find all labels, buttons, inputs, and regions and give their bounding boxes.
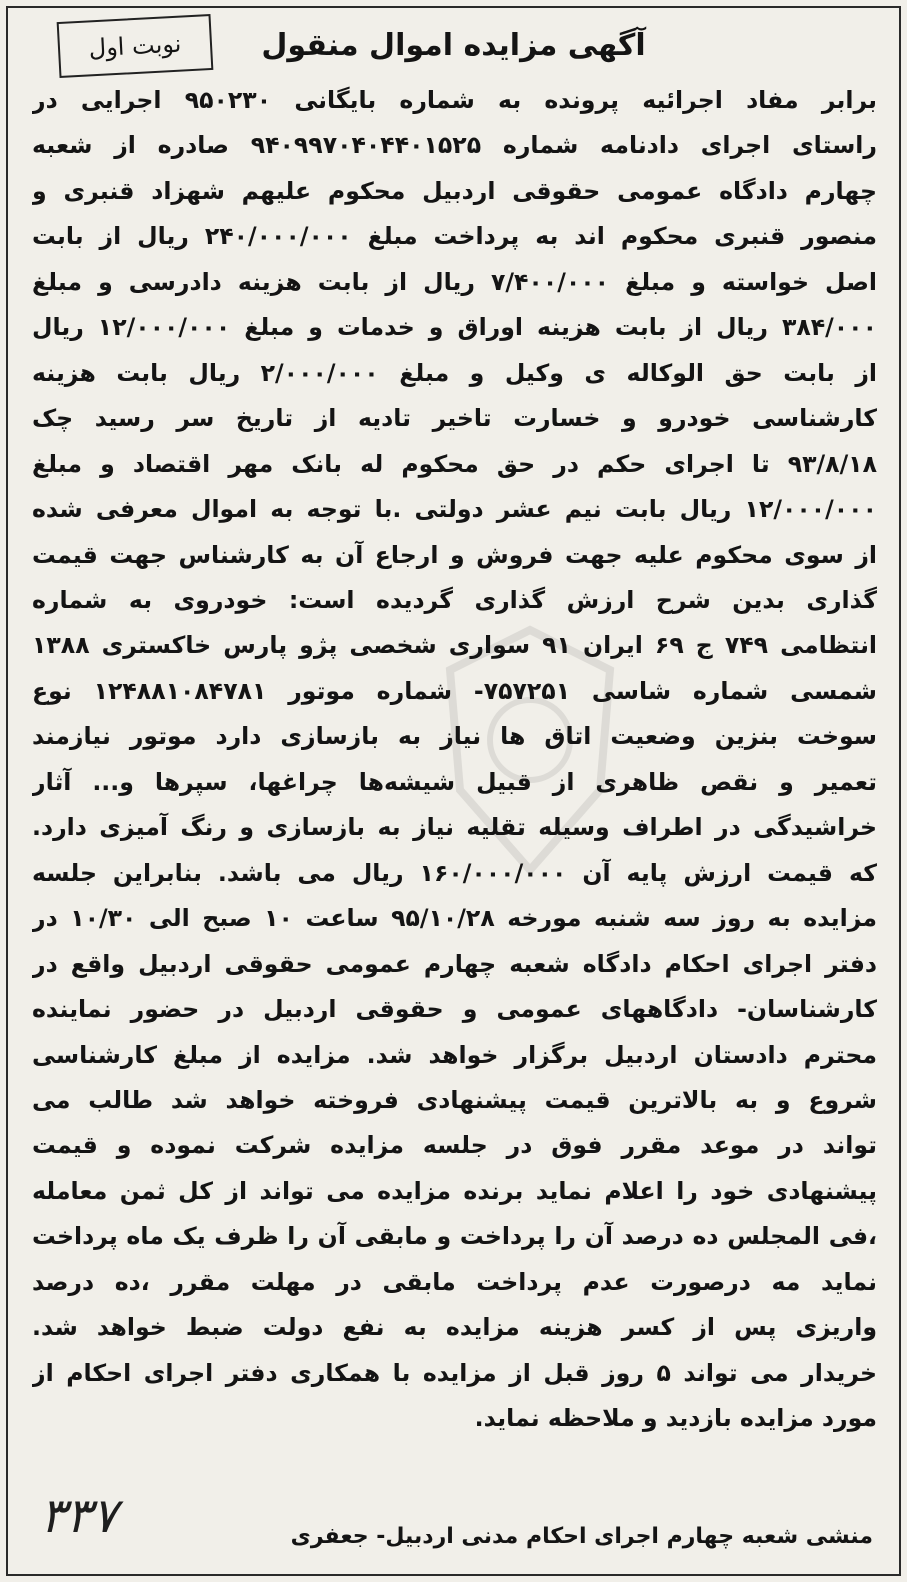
body-line: محترم دادستان اردبیل برگزار خواهد شد. مزایده از مبلغ کارشناسی (32, 1040, 877, 1069)
body-line: نماید مه درصورت عدم پرداخت مابقی در مهلت مقرر ،ده درصد (32, 1267, 877, 1296)
handwritten-number: ۳۳۷ (40, 1488, 118, 1544)
body-line: خریدار می تواند ۵ روز قبل از مزایده با همکاری دفتر اجرای احکام از (32, 1358, 877, 1387)
body-line: کارشناسی خودرو و خسارت تاخیر تادیه از تاریخ سر رسید چک (32, 404, 877, 433)
body-line: منصور قنبری محکوم اند به پرداخت مبلغ ۲۴۰/۰۰۰/۰۰۰ ریال از بابت (32, 222, 877, 251)
body-line: انتظامی ۷۴۹ ج ۶۹ ایران ۹۱ سواری شخصی پژو پارس خاکستری ۱۳۸۸ (32, 631, 877, 660)
body-line: واریزی پس از کسر هزینه مزایده به نفع دولت ضبط خواهد شد. (32, 1313, 877, 1342)
signature-line: منشی شعبه چهارم اجرای احکام مدنی اردبیل- جعفری (290, 1524, 873, 1549)
body-line: ۳۸۴/۰۰۰ ریال از بابت هزینه اوراق و خدمات و مبلغ ۱۲/۰۰۰/۰۰۰ ریال (32, 313, 877, 342)
body-line: که قیمت ارزش پایه آن ۱۶۰/۰۰۰/۰۰۰ ریال می باشد. بنابراین جلسه (32, 858, 877, 887)
body-line: کارشناسان- دادگاههای عمومی و حقوقی اردبیل در حضور نماینده (32, 995, 877, 1024)
body-line: تعمیر و نقص ظاهری از قبیل شیشه‌ها چراغها، سپرها و... آثار (32, 767, 877, 796)
body-line: مورد مزایده بازدید و ملاحظه نماید. (474, 1404, 877, 1433)
body-line: خراشیدگی در اطراف وسیله تقلیه نیاز به بازسازی و رنگ آمیزی دارد. (32, 813, 877, 842)
body-line: پیشنهادی خود را اعلام نماید برنده مزایده می تواند از کل ثمن معامله (32, 1176, 877, 1205)
notice-title: آگهی مزایده اموال منقول (261, 28, 646, 63)
body-line: از سوی محکوم علیه جهت فروش و ارجاع آن به کارشناس جهت قیمت (32, 540, 877, 569)
body-line: گذاری بدین شرح ارزش گذاری گردیده است: خودروی به شماره (32, 585, 877, 614)
body-line: شمسی شماره شاسی ۷۵۷۲۵۱- شماره موتور ۱۲۴۸۸۱۰۸۴۷۸۱ نوع (32, 676, 877, 705)
body-line: راستای اجرای دادنامه شماره ۹۴۰۹۹۷۰۴۰۴۴۰۱۵۲۵ صادره از شعبه (32, 131, 877, 160)
body-line: شروع و به بالاترین قیمت پیشنهادی فروخته خواهد شد طالب می (32, 1085, 877, 1114)
round-stamp: نوبت اول (57, 14, 214, 78)
body-line: چهارم دادگاه عمومی حقوقی اردبیل محکوم علیهم شهزاد قنبری و (32, 176, 877, 205)
body-line: سوخت بنزین وضعیت اتاق ها نیاز به بازسازی دارد موتور نیازمند (32, 722, 877, 751)
body-line: ۹۳/۸/۱۸ تا اجرای حکم در حق محکوم له بانک مهر اقتصاد و مبلغ (32, 449, 877, 478)
body-line: مزایده به روز سه شنبه مورخه ۹۵/۱۰/۲۸ ساعت ۱۰ صبح الی ۱۰/۳۰ در (32, 904, 877, 933)
body-line: از بابت حق الوکاله ی وکیل و مبلغ ۲/۰۰۰/۰۰۰ ریال بابت هزینه (32, 358, 877, 387)
notice-body (32, 78, 877, 1442)
body-line: تواند در موعد مقرر فوق در جلسه مزایده شرکت نموده و قیمت (32, 1131, 877, 1160)
body-line: برابر مفاد اجرائیه پرونده به شماره بایگانی ۹۵۰۲۳۰ اجرایی در (32, 86, 877, 114)
body-line: اصل خواسته و مبلغ ۷/۴۰۰/۰۰۰ ریال از بابت هزینه دادرسی و مبلغ (32, 267, 877, 296)
body-line: ،فی المجلس ده درصد آن را پرداخت و مابقی آن را ظرف یک ماه پرداخت (32, 1222, 877, 1251)
body-line: دفتر اجرای احکام دادگاه شعبه چهارم عمومی حقوقی اردبیل واقع در (32, 949, 877, 978)
body-line: ۱۲/۰۰۰/۰۰۰ ریال بابت نیم عشر دولتی .با توجه به اموال معرفی شده (32, 495, 877, 524)
